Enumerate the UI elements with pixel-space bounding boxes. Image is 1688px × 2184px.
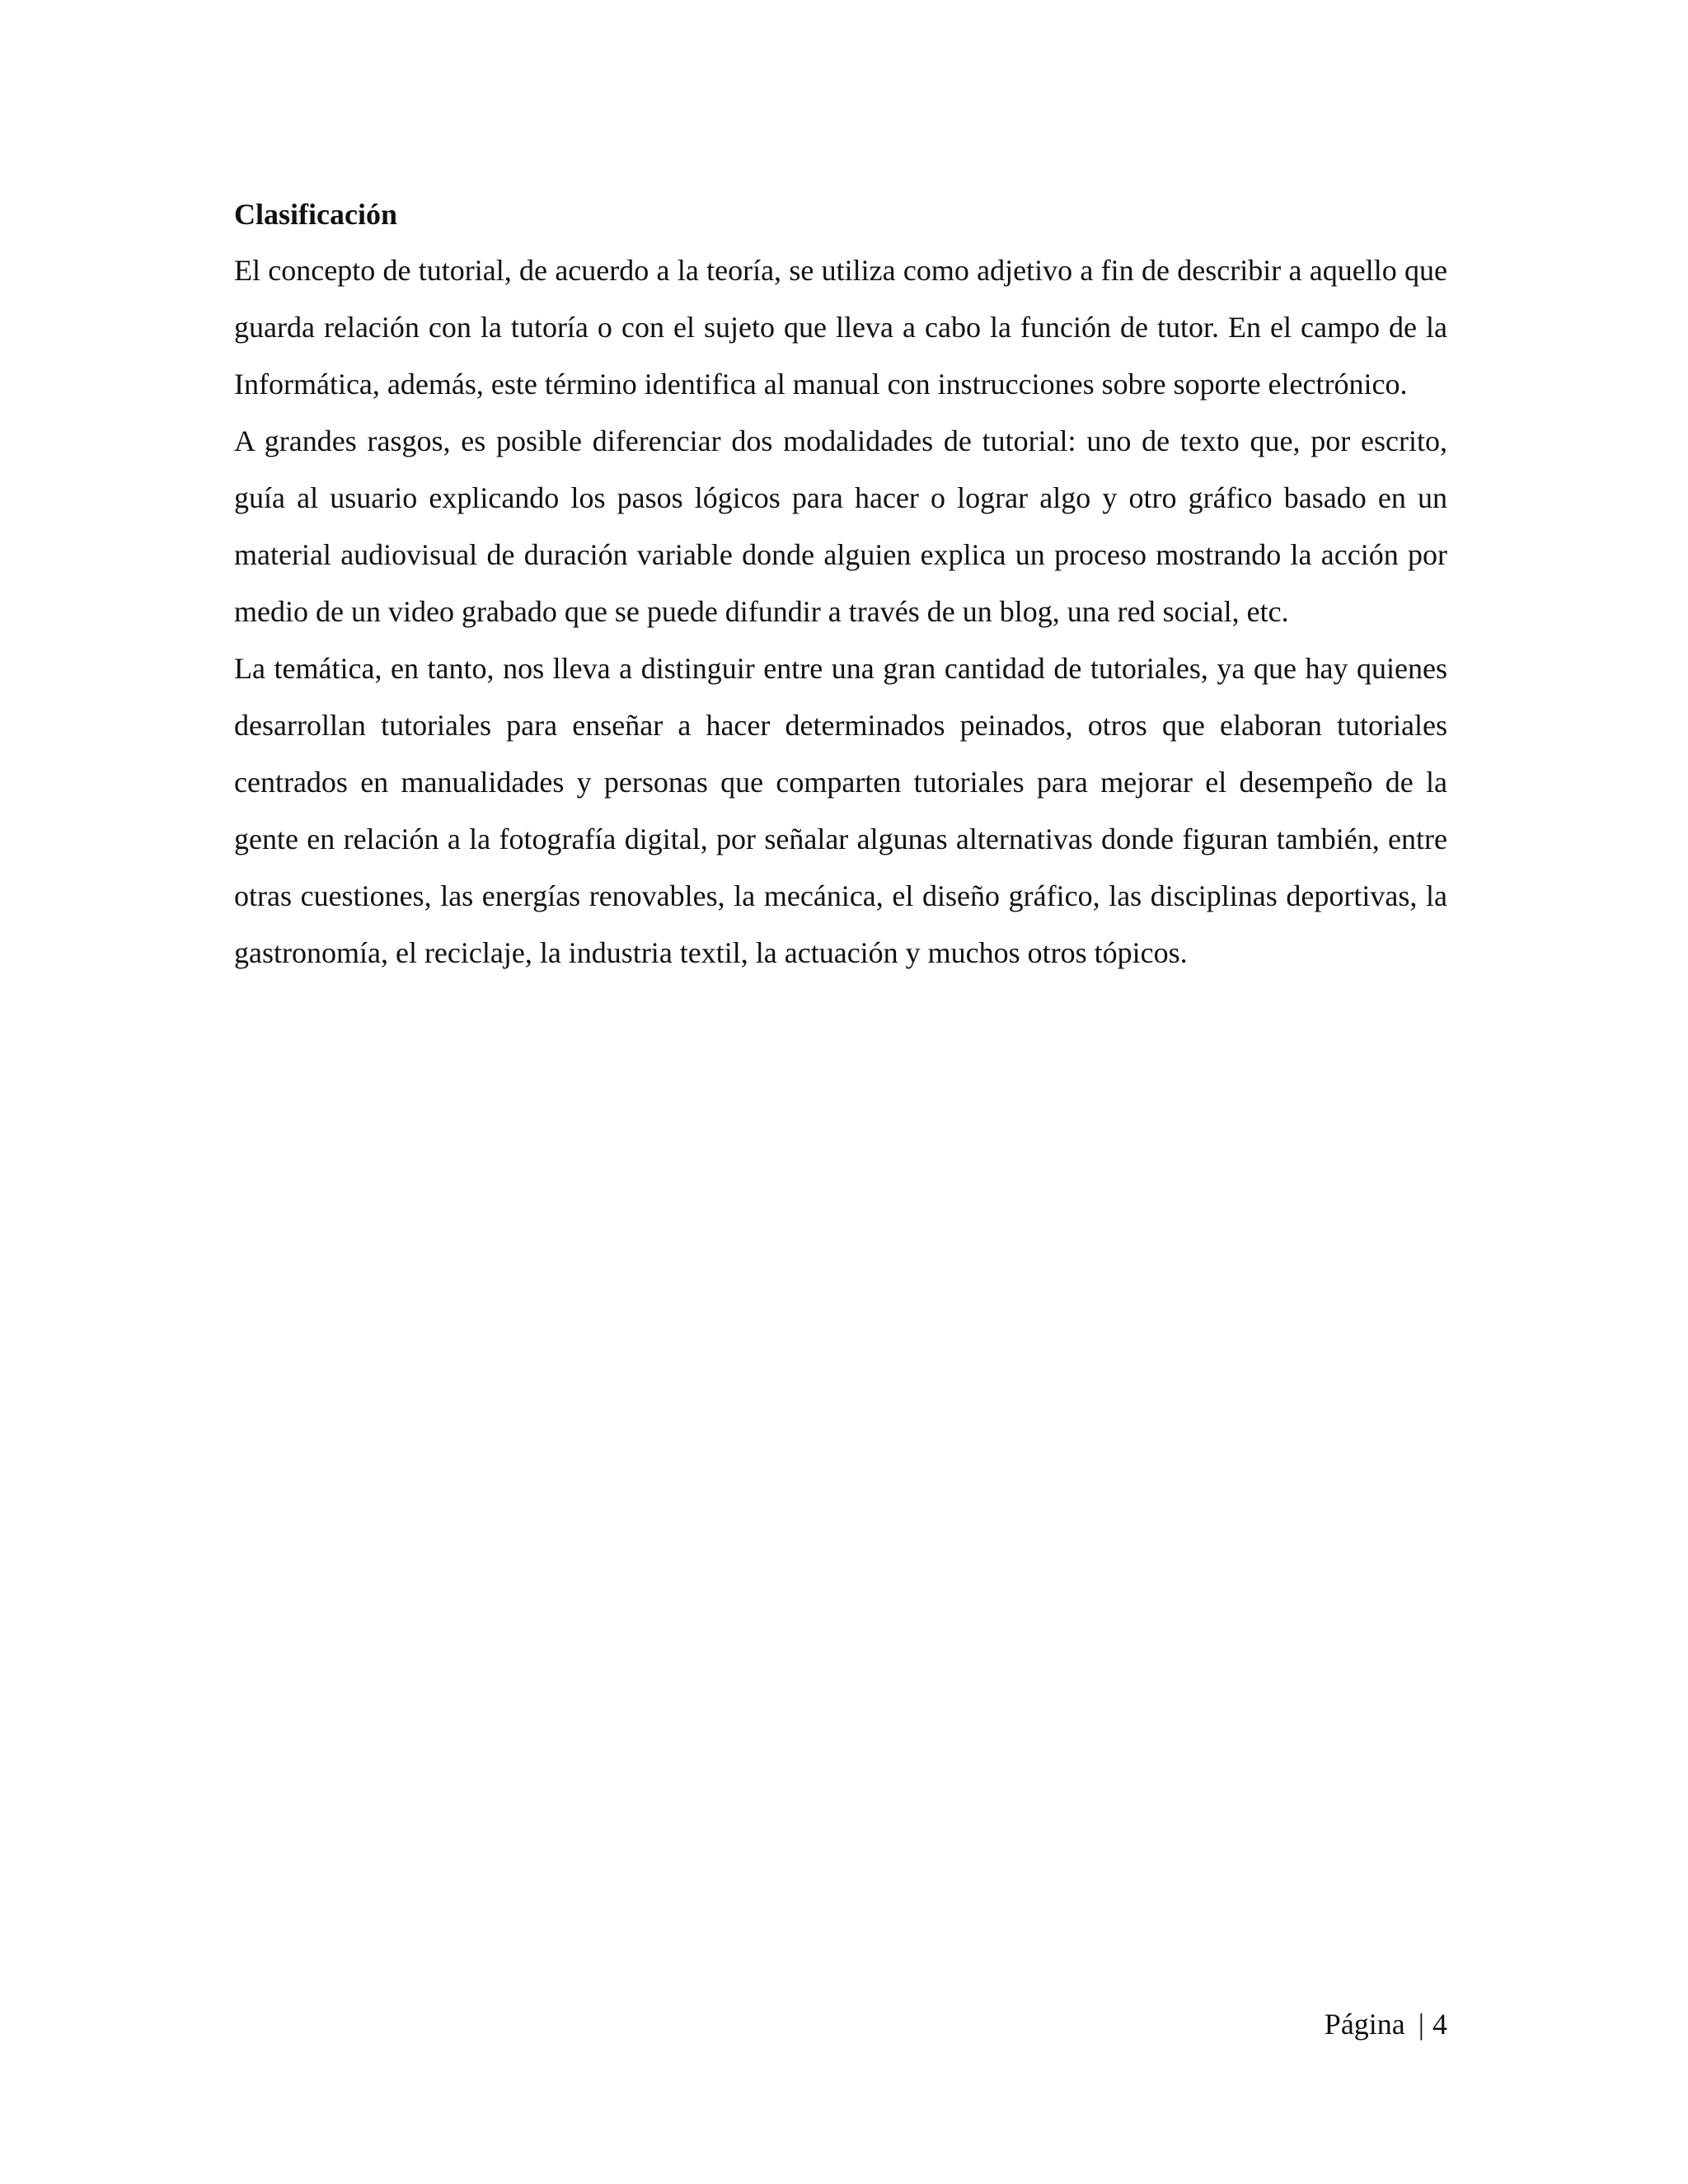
paragraph-3: La temática, en tanto, nos lleva a distinguir entre una gran cantidad de tutoriales, ya que hay quienes desarrollan tutoriales para enseñar a hacer determinados peinados, otros que elaboran tutoriales centrados en manualidades y personas que comparten tutoriales para mejorar el desempeño de la gente en relación a la fotografía digital, por señalar algunas alternativas donde figuran también, entre otras cuestiones, las energías renovables, la mecánica, el diseño gráfico, las disciplinas deportivas, la gastronomía, el reciclaje, la industria textil, la actuación y muchos otros tópicos.	[234, 652, 1447, 969]
paragraph-2: A grandes rasgos, es posible diferenciar dos modalidades de tutorial: uno de texto que, por escrito, guía al usuario explicando los pasos lógicos para hacer o lograr algo y otro gráfico basado en un material audiovisual de duración variable donde alguien explica un proceso mostrando la acción por medio de un video grabado que se puede difundir a través de un blog, una red social, etc.	[234, 424, 1447, 628]
page-content	[234, 191, 1447, 982]
page-footer	[1325, 2004, 1447, 2044]
page-separator: |	[1418, 2008, 1424, 2041]
page-number: 4	[1432, 2008, 1447, 2041]
paragraph-1: El concepto de tutorial, de acuerdo a la teoría, se utiliza como adjetivo a fin de describir a aquello que guarda relación con la tutoría o con el sujeto que lleva a cabo la función de tutor. En el campo de la Informática, además, este término identifica al manual con instrucciones sobre soporte electrónico.	[234, 254, 1447, 401]
section-heading: Clasificación	[234, 198, 397, 231]
page-label: Página	[1324, 2008, 1405, 2041]
